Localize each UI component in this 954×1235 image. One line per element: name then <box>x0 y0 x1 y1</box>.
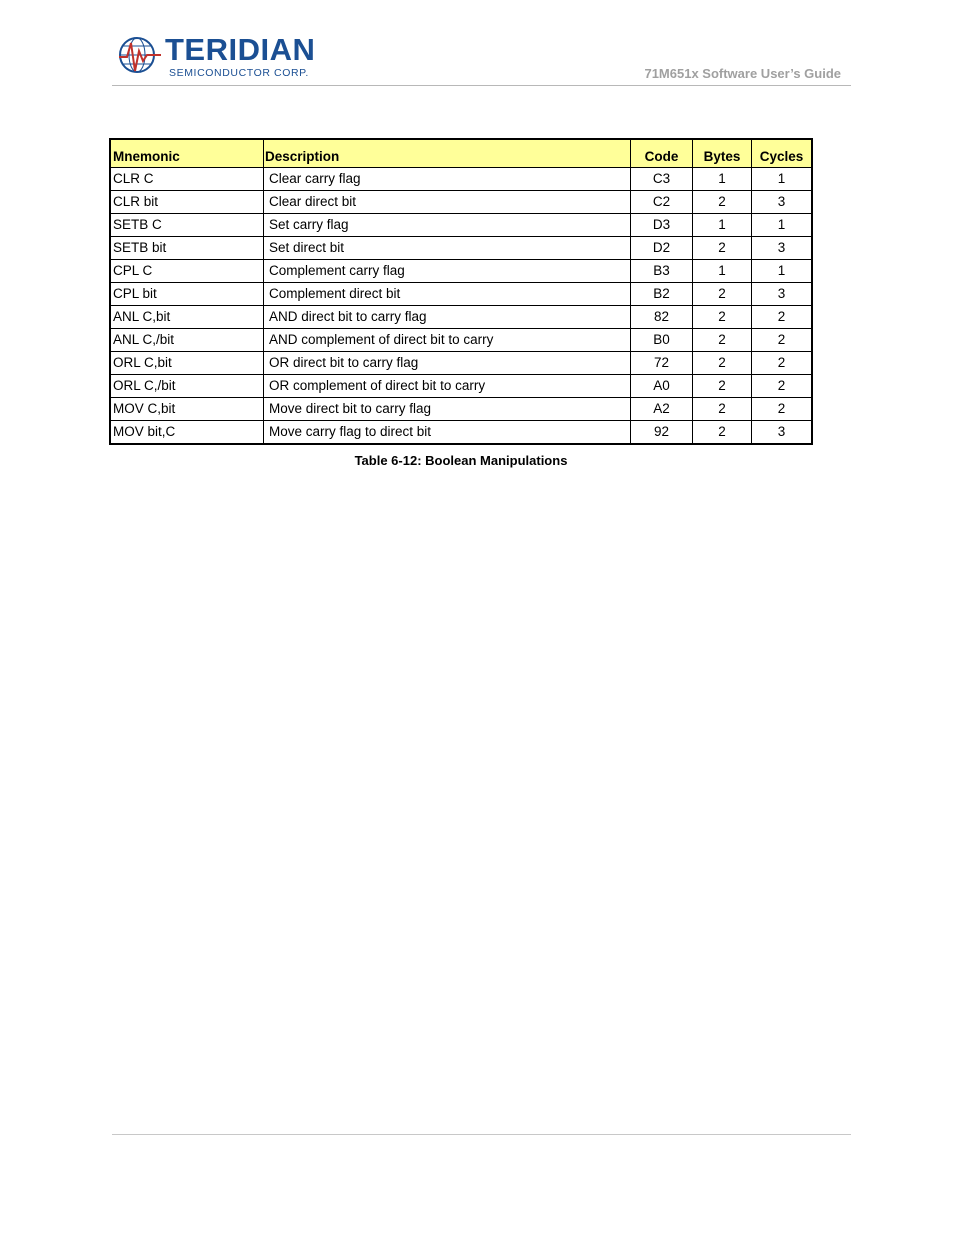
cycles-cell: 1 <box>752 168 813 191</box>
table-row <box>110 329 812 352</box>
description-cell: Move direct bit to carry flag <box>264 398 631 421</box>
description-cell: AND direct bit to carry flag <box>264 306 631 329</box>
bytes-cell: 2 <box>693 329 752 352</box>
bytes-cell: 2 <box>693 375 752 398</box>
description-cell: Complement carry flag <box>264 260 631 283</box>
description-cell: OR direct bit to carry flag <box>264 352 631 375</box>
bytes-cell: 2 <box>693 352 752 375</box>
cycles-cell: 3 <box>752 191 813 214</box>
globe-logo-icon <box>117 33 163 79</box>
bytes-cell: 2 <box>693 421 752 445</box>
brand-name: TERIDIAN <box>165 32 316 67</box>
bytes-cell: 1 <box>693 214 752 237</box>
code-cell: C3 <box>631 168 693 191</box>
footer-divider <box>112 1134 851 1135</box>
code-cell: B2 <box>631 283 693 306</box>
description-cell: Clear carry flag <box>264 168 631 191</box>
code-cell: 92 <box>631 421 693 445</box>
cycles-cell: 1 <box>752 214 813 237</box>
table-row <box>110 306 812 329</box>
teridian-logo <box>117 33 317 79</box>
description-cell: Clear direct bit <box>264 191 631 214</box>
bytes-cell: 2 <box>693 398 752 421</box>
mnemonic-cell: ORL C,/bit <box>110 375 264 398</box>
cycles-cell: 2 <box>752 306 813 329</box>
table-caption: Table 6-12: Boolean Manipulations <box>354 453 568 468</box>
mnemonic-cell: SETB bit <box>110 237 264 260</box>
mnemonic-cell: ANL C,bit <box>110 306 264 329</box>
description-cell: AND complement of direct bit to carry <box>264 329 631 352</box>
description-cell: Move carry flag to direct bit <box>264 421 631 445</box>
bytes-cell: 1 <box>693 168 752 191</box>
description-cell: Complement direct bit <box>264 283 631 306</box>
mnemonic-cell: CPL bit <box>110 283 264 306</box>
mnemonic-cell: ORL C,bit <box>110 352 264 375</box>
mnemonic-cell: SETB C <box>110 214 264 237</box>
code-cell: A2 <box>631 398 693 421</box>
mnemonic-cell: MOV C,bit <box>110 398 264 421</box>
column-header-bytes: Bytes <box>693 139 752 168</box>
mnemonic-cell: ANL C,/bit <box>110 329 264 352</box>
boolean-manipulations-table <box>109 138 813 445</box>
table-row <box>110 375 812 398</box>
column-header-cycles: Cycles <box>752 139 813 168</box>
cycles-cell: 3 <box>752 237 813 260</box>
page-header <box>112 28 851 86</box>
bytes-cell: 2 <box>693 191 752 214</box>
column-header-code: Code <box>631 139 693 168</box>
table-row <box>110 214 812 237</box>
code-cell: A0 <box>631 375 693 398</box>
cycles-cell: 2 <box>752 398 813 421</box>
cycles-cell: 2 <box>752 375 813 398</box>
cycles-cell: 3 <box>752 421 813 445</box>
table-row <box>110 352 812 375</box>
mnemonic-cell: MOV bit,C <box>110 421 264 445</box>
mnemonic-cell: CPL C <box>110 260 264 283</box>
table-row <box>110 260 812 283</box>
table-row <box>110 283 812 306</box>
bytes-cell: 2 <box>693 237 752 260</box>
description-cell: OR complement of direct bit to carry <box>264 375 631 398</box>
mnemonic-cell: CLR C <box>110 168 264 191</box>
bytes-cell: 2 <box>693 283 752 306</box>
cycles-cell: 2 <box>752 329 813 352</box>
code-cell: B3 <box>631 260 693 283</box>
cycles-cell: 3 <box>752 283 813 306</box>
description-cell: Set direct bit <box>264 237 631 260</box>
document-title: 71M651x Software User’s Guide <box>644 66 841 81</box>
code-cell: 82 <box>631 306 693 329</box>
cycles-cell: 2 <box>752 352 813 375</box>
table-row <box>110 421 812 445</box>
code-cell: D3 <box>631 214 693 237</box>
code-cell: 72 <box>631 352 693 375</box>
cycles-cell: 1 <box>752 260 813 283</box>
table-row <box>110 237 812 260</box>
table-row <box>110 398 812 421</box>
code-cell: D2 <box>631 237 693 260</box>
mnemonic-cell: CLR bit <box>110 191 264 214</box>
brand-subtitle: SEMICONDUCTOR CORP. <box>169 67 309 79</box>
bytes-cell: 2 <box>693 306 752 329</box>
table-header-row <box>110 139 812 168</box>
table-row <box>110 168 812 191</box>
boolean-table-section <box>109 138 813 468</box>
code-cell: B0 <box>631 329 693 352</box>
table-row <box>110 191 812 214</box>
code-cell: C2 <box>631 191 693 214</box>
description-cell: Set carry flag <box>264 214 631 237</box>
bytes-cell: 1 <box>693 260 752 283</box>
column-header-description: Description <box>264 139 631 168</box>
column-header-mnemonic: Mnemonic <box>110 139 264 168</box>
